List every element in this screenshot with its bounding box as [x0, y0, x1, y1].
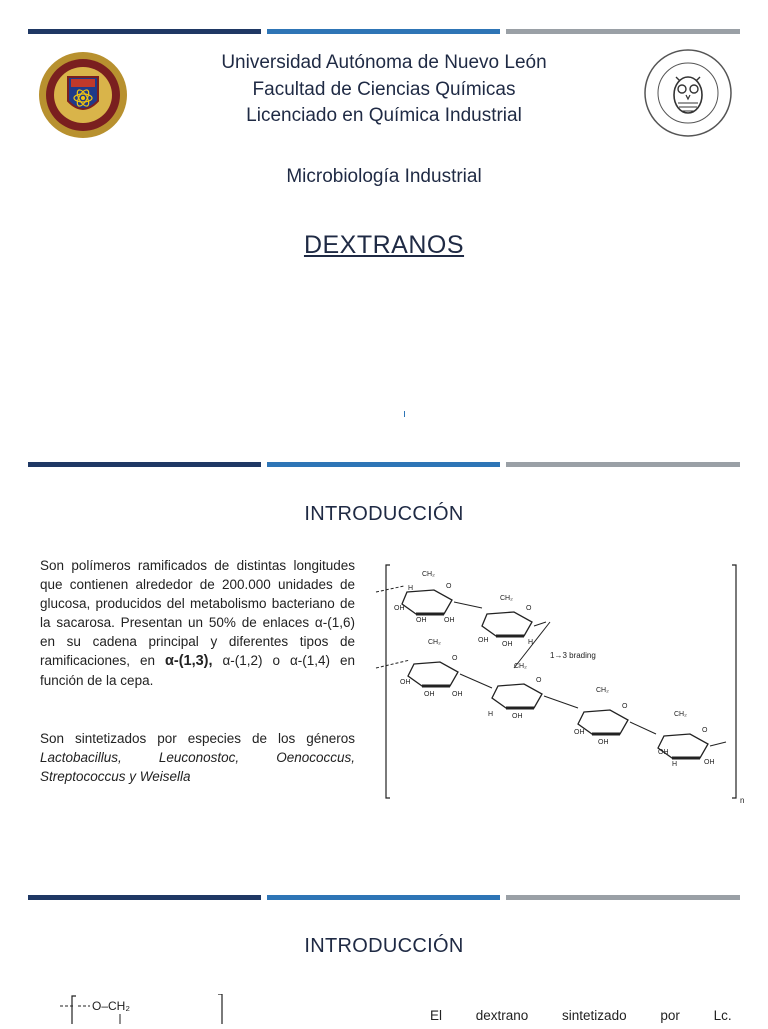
svg-text:CH₂: CH₂ [422, 571, 435, 578]
faculty-name: Facultad de Ciencias Químicas [252, 79, 516, 100]
program-name: Licenciado en Química Industrial [246, 105, 522, 126]
bar-gray [506, 462, 740, 467]
header-bars [28, 895, 740, 900]
glucose-ring-1 [394, 571, 455, 624]
svg-text:O: O [526, 605, 532, 612]
glucose-ring-4 [488, 663, 542, 720]
formula-fragment [60, 994, 240, 1024]
svg-text:O: O [702, 727, 708, 734]
svg-text:CH₂: CH₂ [596, 687, 609, 694]
bar-blue [267, 29, 500, 34]
glucose-ring-5 [574, 687, 628, 746]
genera-paragraph [40, 729, 355, 786]
slide-introduccion-1 [0, 450, 768, 878]
university-name: Universidad Autónoma de Nuevo León [221, 52, 547, 73]
intro-text-end: α-(1,2) o α-(1,4) en función de la cepa. [40, 653, 355, 688]
svg-text:OH: OH [704, 759, 715, 766]
genera-text: Son sintetizados por especies de los géneros [40, 731, 355, 746]
presentation-title [0, 231, 768, 260]
svg-text:OH: OH [424, 691, 435, 698]
svg-text:H: H [528, 639, 534, 646]
svg-text:CH₂: CH₂ [428, 639, 441, 646]
bar-dark-blue [28, 29, 261, 34]
svg-text:H: H [408, 585, 414, 592]
header-bars [28, 462, 740, 467]
bar-gray [506, 895, 740, 900]
branching-label: 1→3 brading [550, 651, 596, 660]
tiny-mark [404, 411, 405, 417]
svg-text:CH₂: CH₂ [674, 711, 687, 718]
svg-text:OH: OH [444, 617, 455, 624]
svg-text:OH: OH [598, 739, 609, 746]
bar-gray [506, 29, 740, 34]
section-title: INTRODUCCIÓN [304, 503, 464, 525]
repeat-subscript: n [740, 796, 745, 805]
bar-blue [267, 895, 500, 900]
svg-text:OH: OH [512, 713, 523, 720]
dextran-structure-diagram [374, 562, 754, 806]
slide3-text: El dextrano sintetizado por Lc. [430, 1008, 732, 1023]
svg-text:OH: OH [478, 637, 489, 644]
svg-text:OH: OH [574, 729, 585, 736]
intro-paragraph [40, 556, 355, 690]
svg-text:OH: OH [502, 641, 513, 648]
svg-text:OH: OH [416, 617, 427, 624]
svg-text:H: H [672, 761, 678, 768]
svg-text:CH₂: CH₂ [514, 663, 527, 670]
glucose-ring-6 [658, 711, 715, 768]
svg-text:OH: OH [400, 679, 411, 686]
svg-text:H: H [488, 711, 494, 718]
bar-dark-blue [28, 462, 261, 467]
formula-text: O–CH₂ [92, 999, 130, 1013]
genera-list: Lactobacillus, Leuconostoc, Oenococcus, Streptococcus y Weisella [40, 750, 355, 784]
glucose-ring-2 [478, 595, 533, 648]
slide-title [0, 0, 768, 450]
bar-blue [267, 462, 500, 467]
glucose-ring-3 [400, 639, 463, 698]
svg-text:OH: OH [658, 749, 669, 756]
svg-text:OH: OH [452, 691, 463, 698]
slide-introduccion-2 [0, 878, 768, 1024]
course-name: Microbiología Industrial [286, 166, 482, 187]
svg-text:O: O [536, 677, 542, 684]
intro-text-start: Son polímeros ramificados de distintas longitudes que contienen alrededor de 200.000 unidades de glucosa, producidos del metabolismo bacteriano de la sacarosa. Presentan un 50% de enlaces α-(1,6) en su cadena principal y diferentes tipos de ramificaciones, en [40, 558, 355, 668]
svg-text:O: O [452, 655, 458, 662]
svg-text:O: O [622, 703, 628, 710]
header-bars [28, 29, 740, 34]
svg-text:OH: OH [394, 605, 405, 612]
section-title: INTRODUCCIÓN [304, 935, 464, 957]
svg-text:CH₂: CH₂ [500, 595, 513, 602]
bar-dark-blue [28, 895, 261, 900]
intro-bold-bond: α-(1,3), [164, 653, 213, 669]
title-text: DEXTRANOS [303, 231, 465, 259]
svg-text:O: O [446, 583, 452, 590]
